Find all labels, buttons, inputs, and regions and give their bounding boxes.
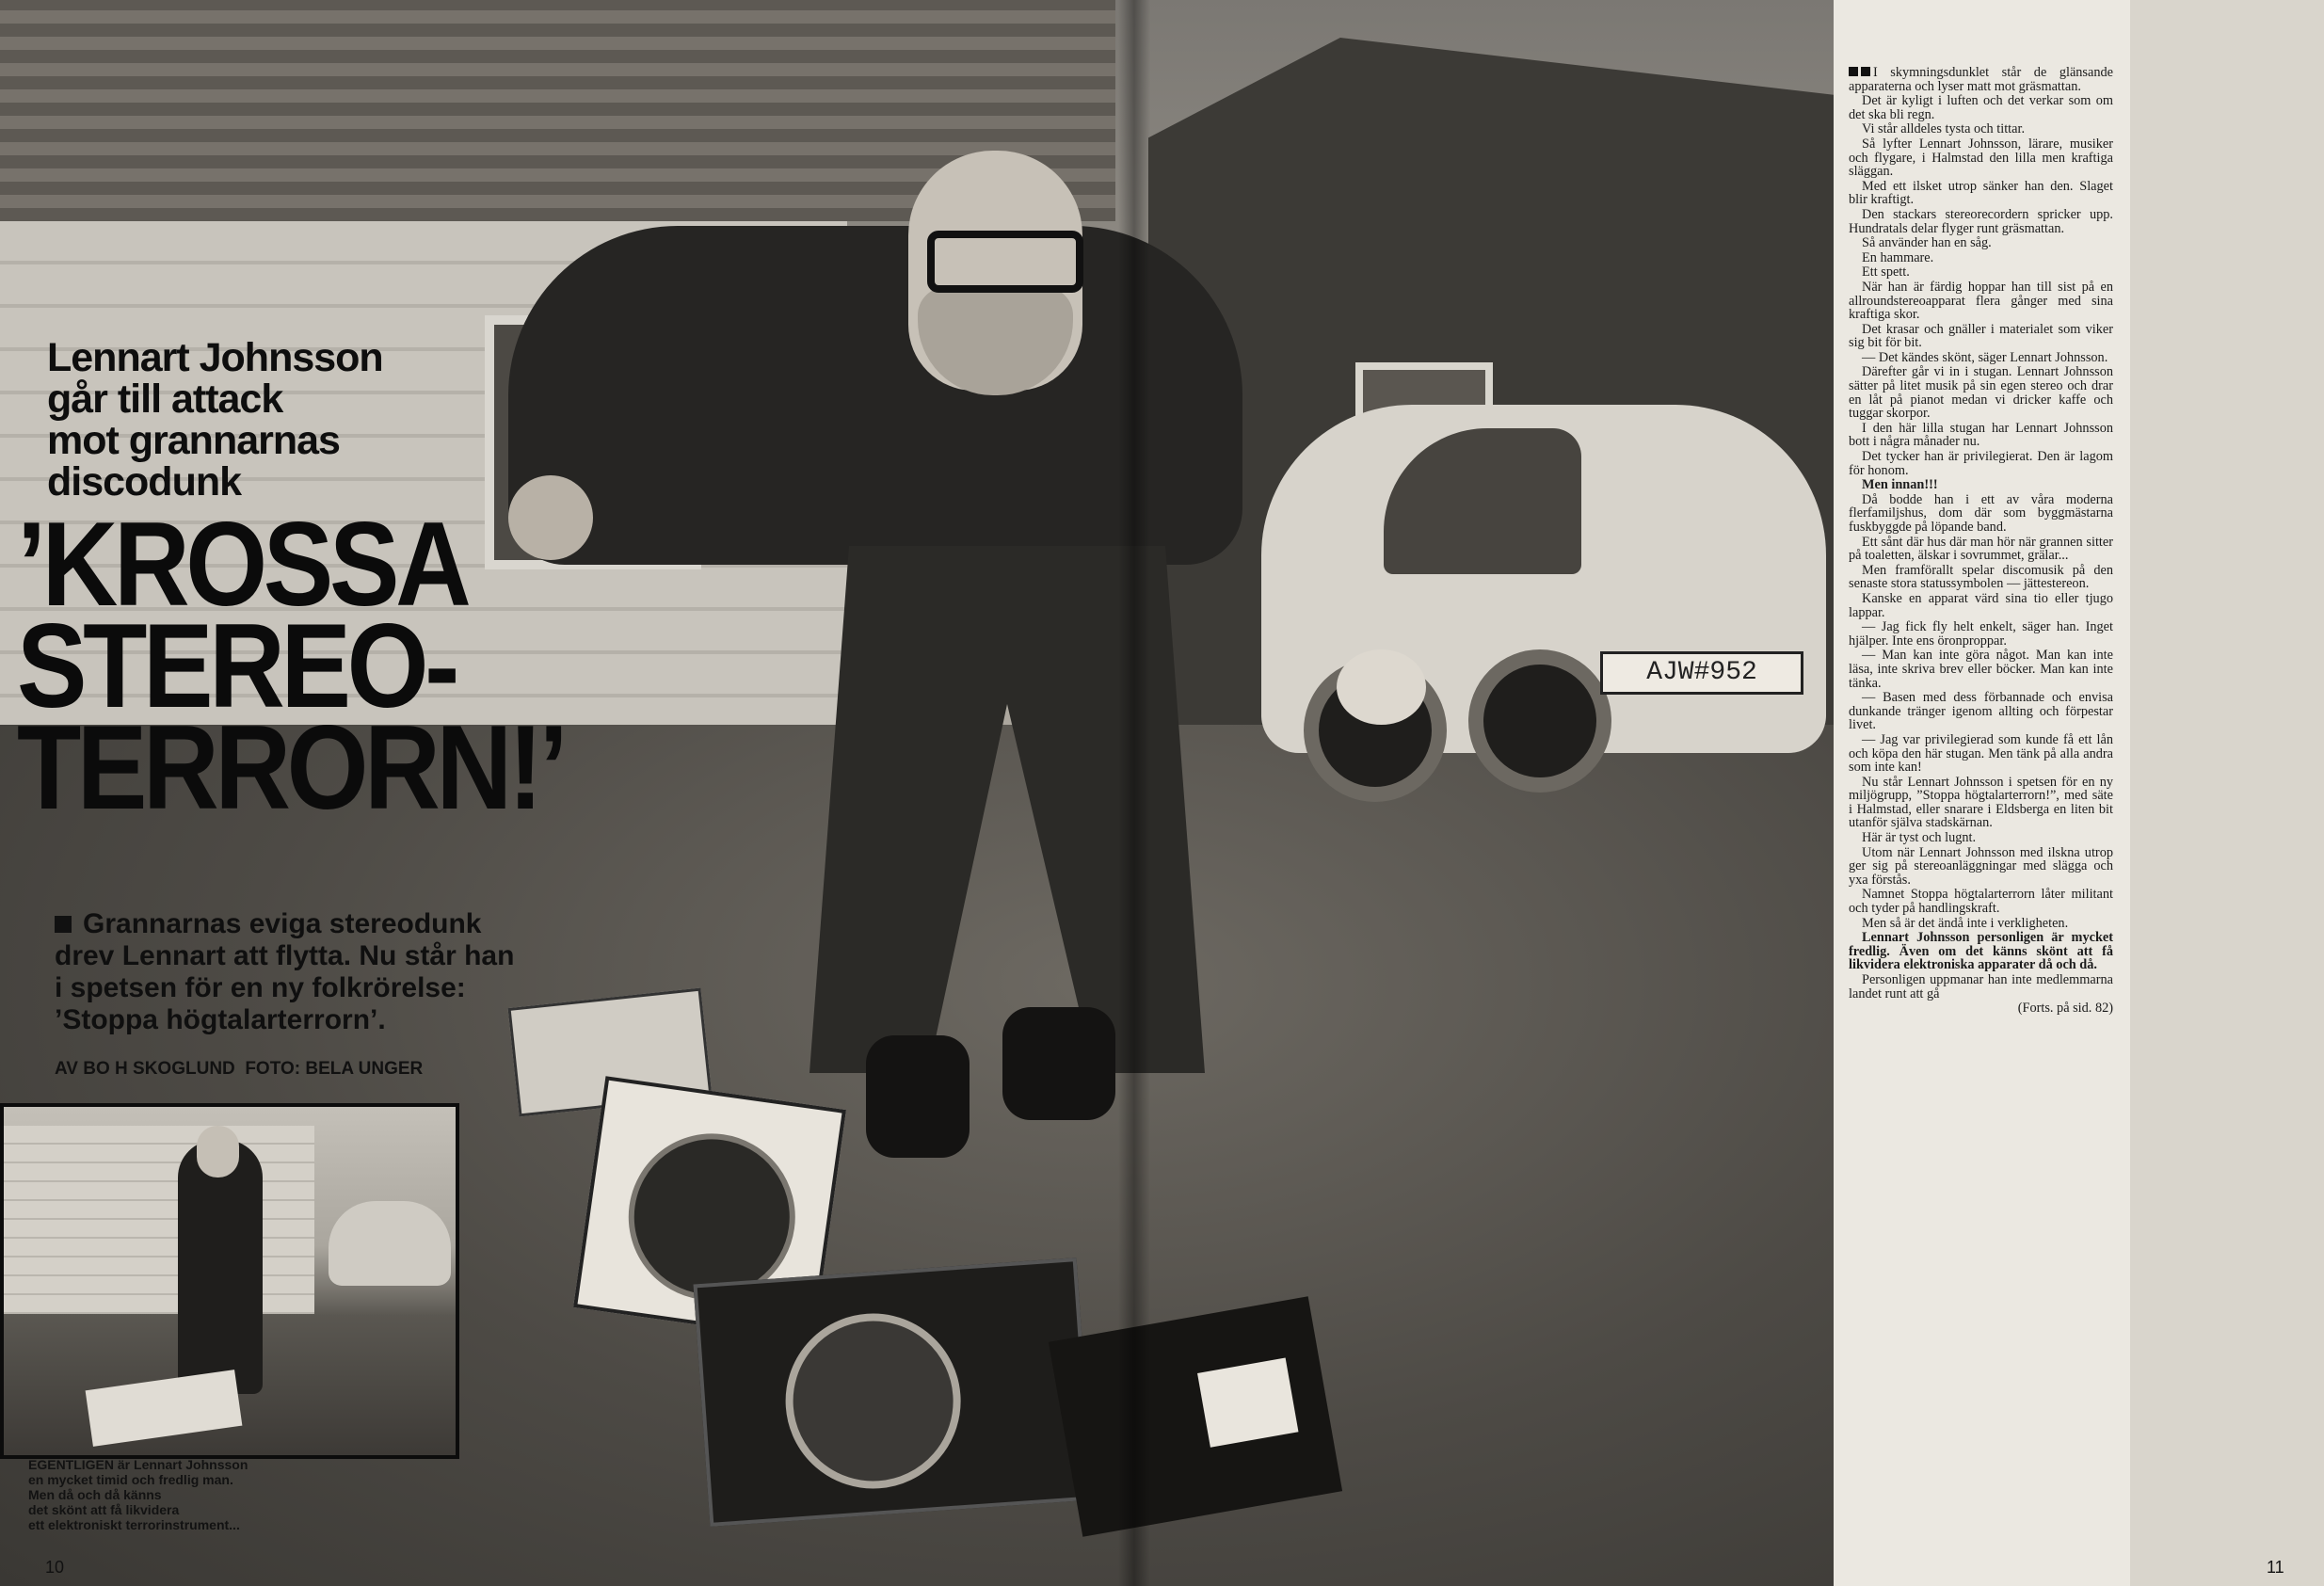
square-bullet-icon [55, 916, 72, 933]
article-paragraph: — Det kändes skönt, säger Lennart Johnsson. [1862, 349, 2108, 365]
man-boot [866, 1035, 970, 1158]
article-paragraph: I den här lilla stugan har Lennart Johnsson bott i några månader nu. [1849, 420, 2113, 450]
inset-image [4, 1107, 456, 1455]
article-paragraph: Men innan!!! [1862, 477, 1938, 493]
platter [779, 1307, 967, 1495]
deck-line: i spetsen för en ny folkrörelse: [55, 972, 466, 1003]
inset-car [329, 1201, 451, 1286]
inset-man [178, 1140, 263, 1394]
caption-line: ett elektroniskt terrorinstrument... [28, 1517, 240, 1532]
article-paragraph: — Basen med dess förbannade och envisa dunkande tränger igenom allting och förpestar livet. [1849, 690, 2113, 733]
caption-line: det skönt att få likvidera [28, 1502, 180, 1517]
record-player [693, 1258, 1093, 1527]
article-paragraph: Här är tyst och lugnt. [1862, 830, 1977, 846]
page-gutter [1118, 0, 1150, 1586]
title-line: STEREO- [17, 599, 456, 732]
article-paragraph: Namnet Stoppa högtalarterrorn låter militant och tyder på handlingskraft. [1849, 887, 2113, 917]
article-paragraph: Utom när Lennart Johnsson med ilskna utrop ger sig på stereoanläggningar med slägga och yxa förstås. [1849, 844, 2113, 888]
page-number-right: 11 [2267, 1558, 2284, 1577]
article-paragraph: Men så är det ändå inte i verkligheten. [1862, 915, 2069, 931]
article-paragraph: Nu står Lennart Johnsson i spetsen för en ny miljögrupp, ”Stoppa högtalarterrorn!”, med säte i Halmstad, eller snarare i Eldsberga en liten bit utanför själva stadskärnan. [1849, 774, 2113, 831]
inset-equipment [86, 1370, 243, 1447]
article-paragraph: Därefter går vi in i stugan. Lennart Johnsson sätter på litet musik på sin egen stereo och drar en låt på pianot medan vi dricker kaffe och tuggar skorpor. [1849, 364, 2113, 422]
article-paragraph: Då bodde han i ett av våra moderna flerfamiljshus, dom där som byggmästarna fuskbyggde på löpande band. [1849, 491, 2113, 535]
article-paragraph: Det krasar och gnäller i materialet som viker sig bit för bit. [1849, 321, 2113, 351]
square-bullet-icon [1861, 67, 1870, 76]
article-paragraph: Med ett ilsket utrop sänker han den. Slaget blir kraftigt. [1849, 178, 2113, 208]
continued-note: (Forts. på sid. 82) [2017, 1001, 2113, 1017]
article-paragraph: När han är färdig hoppar han till sist på en allroundstereoapparat flera gånger med sina kraftiga skor. [1849, 279, 2113, 323]
article-paragraph: Men framförallt spelar discomusik på den senaste stora statussymbolen — jättestereon. [1849, 562, 2113, 592]
article-paragraph: Personligen uppmanar han inte medlemmarna landet runt att gå [1849, 972, 2113, 1001]
article-paragraph: — Man kan inte göra något. Man kan inte läsa, inte skriva brev eller böcker. Man kan inte tänka. [1849, 648, 2113, 691]
inset-house [4, 1126, 314, 1314]
article-paragraph [1849, 66, 2113, 93]
deck-line: drev Lennart att flytta. Nu står han [55, 940, 515, 971]
article-paragraph: Det är kyligt i luften och det verkar som om det ska bli regn. [1849, 93, 2113, 122]
deck-line: ’Stoppa högtalarterrorn’. [55, 1004, 386, 1035]
paragraph-text: I skymningsdunklet står de glänsande apparaterna och lyser matt mot gräsmattan. [1849, 65, 2113, 94]
article-paragraph: Det tycker han är privilegierat. Den är lagom för honom. [1849, 449, 2113, 478]
title-line: TERRORN!’ [17, 700, 565, 834]
photo-caption [28, 1457, 339, 1532]
car-wheel [1468, 649, 1611, 793]
inset-photo [0, 1103, 459, 1459]
article-paragraph: En hammare. [1862, 249, 1934, 265]
deck-text [55, 908, 544, 1036]
caption-line: en mycket timid och fredlig man. [28, 1472, 233, 1487]
article-paragraph: — Jag var privilegierad som kunde få ett lån och köpa den här stugan. Men tänk på alla andra som inte kan! [1849, 731, 2113, 776]
article-paragraph: — Jag fick fly helt enkelt, säger han. Inget hjälper. Inte ens öronproppar. [1849, 619, 2113, 649]
article-paragraph: Så lyfter Lennart Johnsson, lärare, musiker och flygare, i Halmstad den lilla men kraftiga släggan. [1849, 136, 2113, 180]
article-paragraph: Ett sånt där hus där man hör när grannen sitter på toaletten, älskar i sovrummet, grälar... [1849, 534, 2113, 564]
headline-line: discodunk [47, 459, 242, 505]
headline-line: Lennart Johnsson [47, 335, 383, 380]
deck-line: Grannarnas eviga stereodunk [83, 908, 482, 939]
headline-line: går till attack [47, 376, 283, 422]
main-title [17, 497, 580, 834]
man-hand [1337, 649, 1426, 725]
license-plate: AJW#952 [1600, 651, 1803, 695]
man-glasses [927, 231, 1083, 293]
article-column [1834, 0, 2130, 1586]
headline-line: mot grannarnas [47, 418, 340, 463]
speaker-panel [1197, 1357, 1298, 1447]
page-number-left: 10 [45, 1558, 65, 1577]
man-boot [1002, 1007, 1115, 1120]
square-bullet-icon [1849, 67, 1858, 76]
article-paragraph: Ett spett. [1862, 264, 1910, 280]
article-paragraph: Vi står alldeles tysta och tittar. [1862, 121, 2026, 137]
article-paragraph: Så använder han en såg. [1862, 235, 1992, 251]
byline: AV BO H SKOGLUND FOTO: BELA UNGER [55, 1059, 424, 1079]
article-paragraph: Kanske en apparat värd sina tio eller tjugo lappar. [1849, 590, 2113, 620]
inset-man-head [197, 1126, 239, 1177]
headline [47, 337, 518, 503]
article-paragraph: Den stackars stereorecordern spricker upp. Hundratals delar flyger runt gräsmattan. [1849, 206, 2113, 236]
caption-line: Men då och då känns [28, 1487, 162, 1502]
caption-line: EGENTLIGEN är Lennart Johnsson [28, 1457, 248, 1472]
article-paragraph: Lennart Johnsson personligen är mycket fredlig. Även om det känns skönt att få likvidera elektroniska apparater då och då. [1849, 930, 2113, 973]
title-line: ’KROSSA [17, 497, 468, 631]
